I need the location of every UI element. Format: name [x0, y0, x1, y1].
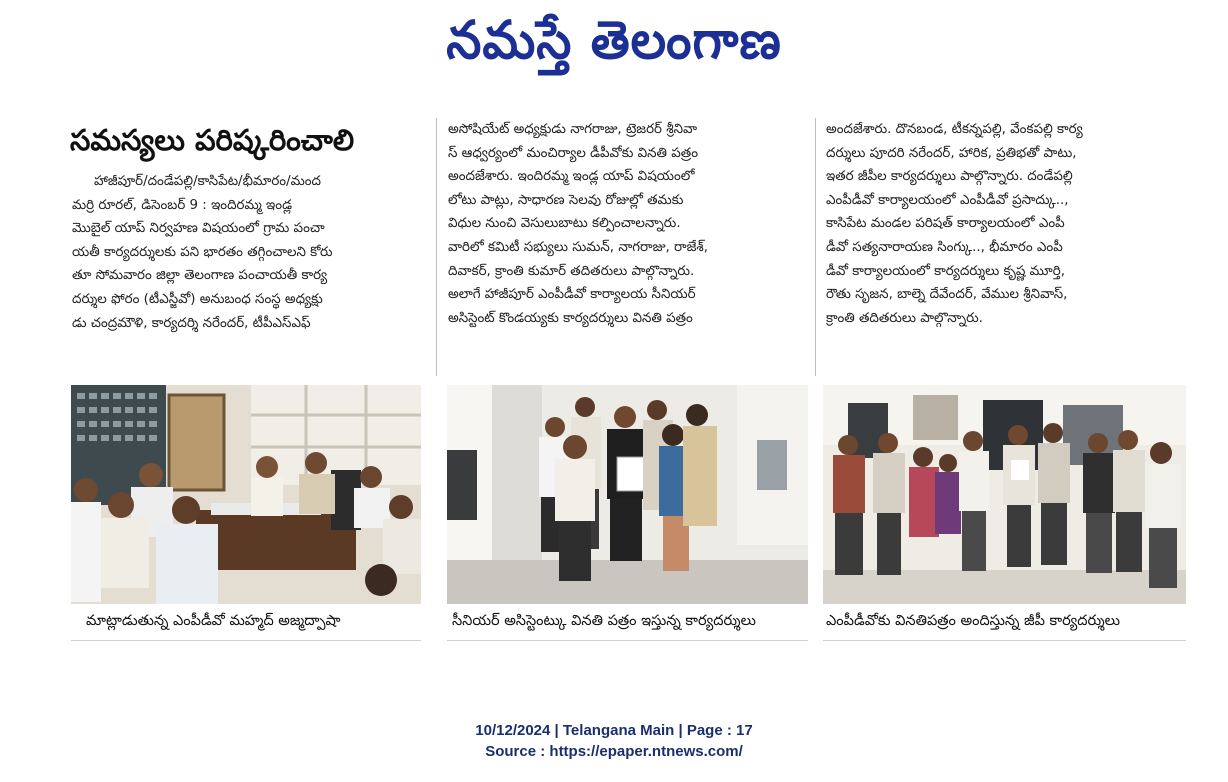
text-line: తూ సోమవారం జిల్లా తెలంగాణ పంచాయతీ కార్య — [72, 268, 328, 284]
masthead — [0, 4, 1228, 76]
article-column-2 — [448, 118, 806, 330]
text-line: దర్శుల ఫోరం (టీఎస్జీవో) అనుబంధ సంస్థ అధ్యక్షు — [72, 291, 323, 307]
column-divider — [436, 118, 437, 376]
footer-source-link[interactable]: Source : https://epaper.ntnews.com/ — [485, 743, 743, 760]
text-line: ఇతర జీపీల కార్యదర్శులు పాల్గొన్నారు. దండేపల్లి — [826, 169, 1073, 185]
masthead-title: నమస్తే తెలంగాణ — [446, 9, 782, 71]
photo-caption-3: ఎంపీడీవోకు వినతిపత్రం అందిస్తున్న జీపీ కార్యదర్శులు — [826, 613, 1120, 629]
text-line: అసోషియేట్ అధ్యక్షుడు నాగరాజు, ట్రెజరర్ శ్రీనివా — [448, 122, 698, 137]
text-line: స్ ఆధ్వర్యంలో మంచిర్యాల డీపీవోకు వినతి పత్రం — [448, 145, 698, 161]
caption-divider — [447, 640, 808, 641]
text-line: డు చంద్రమౌళి, కార్యదర్శి నరేందర్, టీపీఎస్ఎఫ్ — [72, 315, 311, 331]
text-line: డీవో కార్యాలయంలో కార్యదర్శులు కృష్ణ మూర్తి, — [826, 263, 1065, 279]
footer-edition-info: 10/12/2024 | Telangana Main | Page : 17 — [475, 722, 753, 739]
text-line: కాసిపేట మండల పరిషత్ కార్యాలయంలో ఎంపీ — [826, 216, 1065, 232]
text-line: దర్శులు పూదరి నరేందర్, హారిక, ప్రతిభతో పాటు, — [826, 145, 1077, 161]
text-line: విధుల నుంచి వెసులుబాటు కల్పించాలన్నారు. — [448, 216, 681, 232]
caption-divider — [71, 640, 421, 641]
text-line: అందజేశారు. దొనబండ, టీకన్నపల్లి, వేంకపల్లి కార్య — [826, 122, 1083, 137]
caption-divider — [823, 640, 1186, 641]
photo-caption-1: మాట్లాడుతున్న ఎంపీడీవో మహ్మద్ అజ్మద్పాషా — [86, 613, 341, 629]
column-divider — [815, 118, 816, 376]
text-line: మర్రి రూరల్, డిసెంబర్ 9 : ఇందిరమ్మ ఇండ్ల — [72, 197, 292, 213]
text-line: డీవో సత్యనారాయణ సింగ్కు.., భీమారం ఎంపీ — [826, 239, 1063, 255]
text-line: రౌతు సృజన, బాల్నె దేవేందర్, వేముల శ్రీనివాస్, — [826, 287, 1068, 303]
text-line: లోటు పాట్లు, సాధారణ సెలవు రోజుల్లో తమకు — [448, 192, 684, 208]
photo-memorandum-handover — [447, 385, 808, 604]
article-headline: సమస్యలు పరిష్కరించాలి — [70, 123, 355, 157]
text-line: దివాకర్, క్రాంతి కుమార్ తదితరులు పాల్గొన్నారు. — [448, 263, 695, 279]
text-line: వారిలో కమిటీ సభ్యులు సుమన్, నాగరాజు, రాజేశ్, — [448, 239, 709, 255]
photo-caption-2: సీనియర్ అసిస్టెంట్కు వినతి పత్రం ఇస్తున్న కార్యదర్శులు — [452, 613, 756, 629]
text-line: క్రాంతి తదితరులు పాల్గొన్నారు. — [826, 310, 983, 326]
text-line: యతీ కార్యదర్శులకు పని భారతం తగ్గించాలని కోరు — [72, 244, 333, 260]
text-line: ఎంపీడీవో కార్యాలయంలో ఎంపీడీవో ప్రసాద్కు.., — [826, 192, 1069, 208]
text-line: అందజేశారు. ఇందిరమ్మ ఇండ్ల యాప్ విషయంలో — [448, 169, 695, 185]
text-line: అలాగే హాజీపూర్ ఎంపీడీవో కార్యాలయ సీనియర్ — [448, 287, 696, 303]
article-column-3 — [826, 118, 1182, 330]
article-column-1 — [72, 170, 424, 335]
text-line: హాజీపూర్/దండేపల్లి/కాసిపేట/భీమారం/మంద — [94, 174, 322, 189]
text-line: మొబైల్ యాప్ నిర్వహణ విషయంలో గ్రామ పంచా — [72, 221, 325, 237]
text-line: అసిస్టెంట్ కొండయ్యకు కార్యదర్శులు వినతి పత్రం — [448, 310, 693, 326]
photo-office-meeting — [71, 385, 421, 604]
photo-group-memorandum — [823, 385, 1186, 604]
